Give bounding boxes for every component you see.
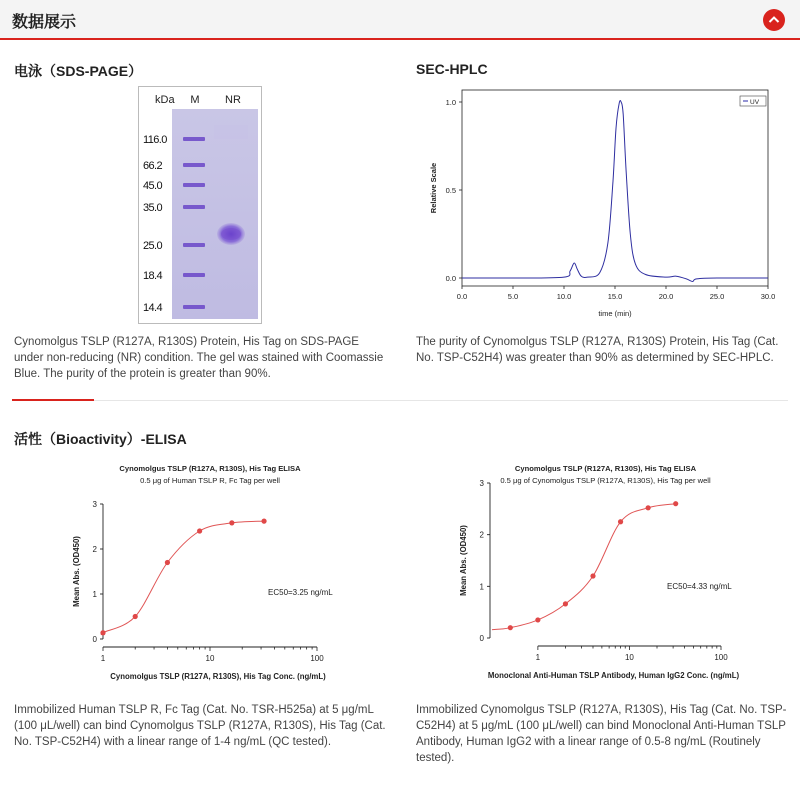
chevron-up-icon xyxy=(768,15,780,24)
hplc-ytick-label: 1.0 xyxy=(445,98,456,107)
elisa-point xyxy=(646,505,651,510)
elisa-xtick-label: 10 xyxy=(624,653,634,662)
elisa-chart-1 xyxy=(40,458,380,690)
marker-label: 14.4 xyxy=(143,302,163,314)
marker-band xyxy=(183,163,205,167)
bio-title: 活性（Bioactivity）-ELISA xyxy=(14,431,187,447)
marker-label: 18.4 xyxy=(143,270,163,282)
marker-label: 25.0 xyxy=(143,240,163,252)
marker-band xyxy=(183,183,205,187)
hplc-plot-frame xyxy=(462,90,768,286)
elisa-xtick-label: 100 xyxy=(714,653,728,662)
elisa-point xyxy=(508,625,513,630)
marker-label: 116.0 xyxy=(143,134,167,146)
section-title: 数据展示 xyxy=(12,14,77,31)
section-divider-accent xyxy=(12,399,94,401)
elisa-fit-curve xyxy=(492,504,676,630)
marker-label: 45.0 xyxy=(143,180,163,192)
elisa-ec50: EC50=4.33 ng/mL xyxy=(667,582,732,591)
elisa-subtitle: 0.5 μg of Human TSLP R, Fc Tag per well xyxy=(140,476,280,485)
elisa-ytick-label: 1 xyxy=(479,582,484,592)
elisa-point xyxy=(673,501,678,506)
elisa-xtick-label: 10 xyxy=(205,654,215,663)
elisa-point xyxy=(133,614,138,619)
hplc-xtick-label: 30.0 xyxy=(760,292,776,301)
hplc-ylabel: Relative Scale xyxy=(429,162,438,214)
elisa-xtick-label: 1 xyxy=(100,654,106,663)
elisa-xlabel: Monoclonal Anti-Human TSLP Antibody, Human IgG2 Conc. (ng/mL) xyxy=(487,671,740,680)
hplc-series-line xyxy=(462,101,768,282)
elisa-xlabel: Cynomolgus TSLP (R127A, R130S), His Tag Conc. (ng/mL) xyxy=(110,672,326,681)
marker-band xyxy=(183,205,205,209)
hplc-xtick-label: 10.0 xyxy=(556,292,572,301)
gel-header-m: M xyxy=(190,94,200,106)
bio-caption-1: Immobilized Human TSLP R, Fc Tag (Cat. No. TSR-H525a) at 5 μg/mL (100 μL/well) can bind Cynomolgus TSLP (R127A, R130S), His Tag (Cat. No. TSP-C52H4) with a linear range of 1-4 ng/mL (QC tested). xyxy=(14,704,386,748)
hplc-xtick-label: 20.0 xyxy=(658,292,674,301)
gel-image xyxy=(138,86,262,324)
bio-caption-2: Immobilized Cynomolgus TSLP (R127A, R130S), His Tag (Cat. No. TSP-C52H4) at 5 μg/mL (100 μL/well) can bind Monoclonal Anti-Human TSLP Antibody, Human IgG2 with a linear range of 0.5-8 ng/mL (Routinely tested). xyxy=(416,704,787,764)
elisa-chart-2 xyxy=(440,458,780,690)
elisa-point xyxy=(563,601,568,606)
gel-header-nr: NR xyxy=(225,94,241,106)
elisa-ytick-label: 0 xyxy=(92,635,97,644)
marker-band xyxy=(183,305,205,309)
elisa-point xyxy=(229,520,234,525)
elisa-ytick-label: 3 xyxy=(479,479,484,488)
elisa-ec50: EC50=3.25 ng/mL xyxy=(268,588,333,597)
elisa-ytick-label: 1 xyxy=(92,590,97,599)
hplc-legend-label: UV xyxy=(750,99,760,106)
elisa-point xyxy=(261,519,266,524)
elisa-xtick-label: 1 xyxy=(535,653,541,662)
elisa-ylabel: Mean Abs. (OD450) xyxy=(72,536,81,607)
elisa-fit-curve xyxy=(101,521,264,635)
gel-header-kda: kDa xyxy=(155,94,175,106)
hplc-title: SEC-HPLC xyxy=(416,61,488,77)
elisa-point xyxy=(618,519,623,524)
hplc-ytick-label: 0.5 xyxy=(445,186,456,195)
elisa-title: Cynomolgus TSLP (R127A, R130S), His Tag ELISA xyxy=(119,464,301,473)
hplc-legend xyxy=(740,96,766,106)
hplc-xlabel: time (min) xyxy=(598,309,632,318)
hplc-chart xyxy=(420,84,790,318)
hplc-xtick-label: 15.0 xyxy=(607,292,623,301)
section-header xyxy=(0,0,800,40)
elisa-point xyxy=(197,528,202,533)
hplc-xtick-label: 0.0 xyxy=(456,292,468,301)
hplc-ytick-label: 0.0 xyxy=(445,274,456,283)
marker-label: 66.2 xyxy=(143,160,163,172)
elisa-ytick-label: 3 xyxy=(92,500,97,509)
marker-band xyxy=(183,273,205,277)
hplc-xtick-label: 25.0 xyxy=(709,292,725,301)
elisa-point xyxy=(590,573,595,578)
elisa-subtitle: 0.5 μg of Cynomolgus TSLP (R127A, R130S), His Tag per well xyxy=(500,476,711,485)
elisa-ylabel: Mean Abs. (OD450) xyxy=(459,525,468,596)
elisa-ytick-label: 2 xyxy=(92,545,97,554)
elisa-point xyxy=(100,630,105,635)
sds-title: 电泳（SDS-PAGE） xyxy=(14,63,143,79)
marker-band xyxy=(183,243,205,247)
collapse-button[interactable] xyxy=(763,9,785,31)
marker-band xyxy=(183,137,205,141)
section-divider xyxy=(12,400,788,401)
marker-label: 35.0 xyxy=(143,202,163,214)
elisa-ytick-label: 0 xyxy=(479,634,484,643)
sds-caption: Cynomolgus TSLP (R127A, R130S) Protein, His Tag on SDS-PAGE under non-reducing (NR) condition. The gel was stained with Coomassie Blue. The purity of the protein is greater than 90%. xyxy=(14,336,384,380)
elisa-point xyxy=(535,617,540,622)
elisa-point xyxy=(165,560,170,565)
hplc-caption: The purity of Cynomolgus TSLP (R127A, R130S) Protein, His Tag (Cat. No. TSP-C52H4) was greater than 90% as determined by SEC-HPLC. xyxy=(416,336,779,364)
elisa-title: Cynomolgus TSLP (R127A, R130S), His Tag ELISA xyxy=(514,464,697,473)
hplc-xtick-label: 5.0 xyxy=(507,292,519,301)
elisa-xtick-label: 100 xyxy=(310,654,324,663)
elisa-ytick-label: 2 xyxy=(479,530,484,540)
